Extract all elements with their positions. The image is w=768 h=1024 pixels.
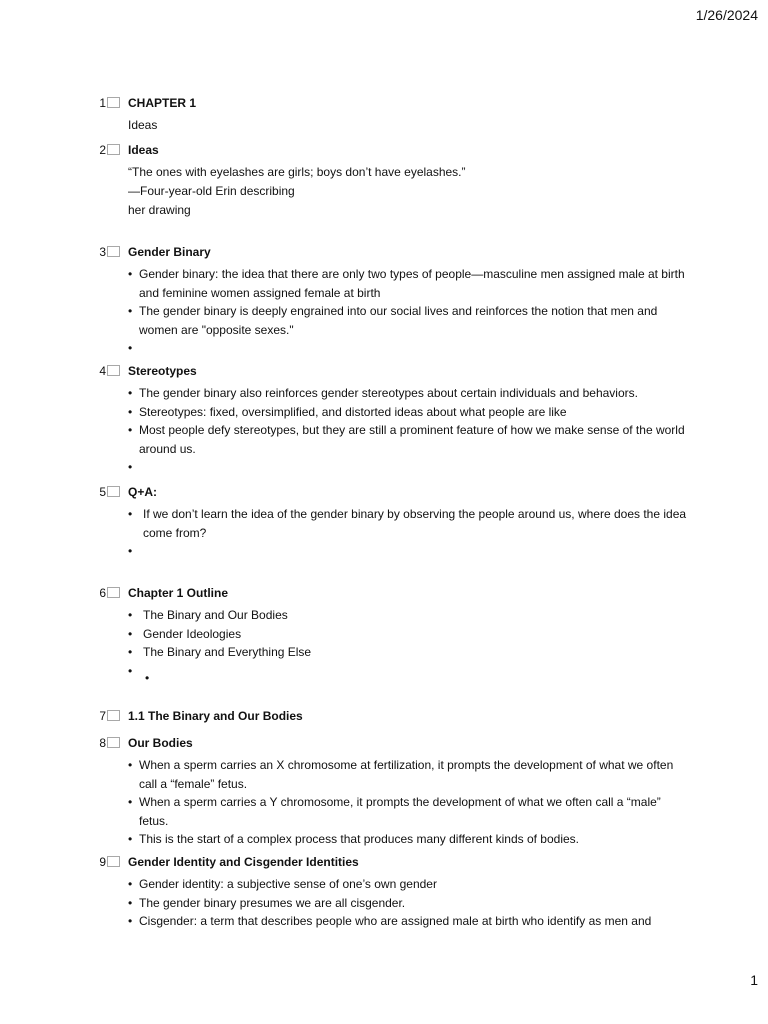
- slide-notes: [128, 116, 688, 135]
- bullet-item: • The gender binary also reinforces gender stereotypes about certain individuals and behaviors.: [128, 384, 688, 403]
- bullet-item-empty: [128, 662, 688, 681]
- slide-notes: [128, 756, 688, 849]
- slide-checkbox[interactable]: [107, 97, 120, 108]
- bullet-item: • If we don’t learn the idea of the gender binary by observing the people around us, where does the idea come from?: [128, 505, 688, 542]
- slide-checkbox[interactable]: [107, 856, 120, 867]
- bullet-item: • Most people defy stereotypes, but they are still a prominent feature of how we make sense of the world around us.: [128, 421, 688, 458]
- bullet-item: • When a sperm carries an X chromosome at fertilization, it prompts the development of what we often call a “female” fetus.: [128, 756, 688, 793]
- bullet-item-empty: [128, 339, 688, 358]
- bullet-item: • Gender identity: a subjective sense of one’s own gender: [128, 875, 688, 894]
- bullet-item: • This is the start of a complex process that produces many different kinds of bodies.: [128, 830, 688, 849]
- bullet-item: • The Binary and Everything Else: [128, 643, 688, 662]
- slide-notes: [128, 384, 688, 477]
- slide-checkbox[interactable]: [107, 144, 120, 155]
- slide-number: 7: [99, 709, 106, 723]
- slide-notes: [128, 875, 688, 931]
- slide-title: Gender Identity and Cisgender Identities: [128, 855, 359, 869]
- bullet-item: • The gender binary presumes we are all cisgender.: [128, 894, 688, 913]
- slide-title: Our Bodies: [128, 736, 193, 750]
- bullet-item: • When a sperm carries a Y chromosome, it prompts the development of what we often call a “male” fetus.: [128, 793, 688, 830]
- slide-notes: [128, 265, 688, 358]
- slide-checkbox[interactable]: [107, 737, 120, 748]
- slide-notes: [128, 163, 688, 220]
- slide-title: 1.1 The Binary and Our Bodies: [128, 709, 303, 723]
- sub-bullet-empty: •: [145, 671, 150, 685]
- quote-line: “The ones with eyelashes are girls; boys don’t have eyelashes.”: [128, 165, 466, 179]
- slide-notes: [128, 606, 688, 680]
- slide-checkbox[interactable]: [107, 587, 120, 598]
- bullet-item: • The gender binary is deeply engrained into our social lives and reinforces the notion that men and women are "opposite sexes.": [128, 302, 688, 339]
- slide-checkbox[interactable]: [107, 246, 120, 257]
- slide-title: Gender Binary: [128, 245, 211, 259]
- slide-title: Stereotypes: [128, 364, 197, 378]
- slide-number: 1: [99, 96, 106, 110]
- slide-checkbox[interactable]: [107, 486, 120, 497]
- print-date: 1/26/2024: [695, 7, 758, 23]
- bullet-item: • Stereotypes: fixed, oversimplified, and distorted ideas about what people are like: [128, 403, 688, 422]
- bullet-item: • Gender binary: the idea that there are only two types of people—masculine men assigned male at birth and feminine women assigned female at birth: [128, 265, 688, 302]
- slide-number: 8: [99, 736, 106, 750]
- slide-checkbox[interactable]: [107, 710, 120, 721]
- slide-checkbox[interactable]: [107, 365, 120, 376]
- slide-number: 2: [99, 143, 106, 157]
- slide-number: 3: [99, 245, 106, 259]
- quote-attribution: —Four-year-old Erin describing: [128, 184, 295, 198]
- bullet-item: • Gender Ideologies: [128, 625, 688, 644]
- slide-number: 6: [99, 586, 106, 600]
- slide-title: CHAPTER 1: [128, 96, 197, 110]
- slide-title: Ideas: [128, 143, 159, 157]
- slide-title: Chapter 1 Outline: [128, 586, 229, 600]
- slide-number: 4: [99, 364, 106, 378]
- bullet-item-empty: [128, 542, 688, 561]
- note-line: Ideas: [128, 118, 158, 132]
- slide-title: Q+A:: [128, 485, 158, 499]
- quote-attribution: her drawing: [128, 203, 191, 217]
- slide-number: 5: [99, 485, 106, 499]
- bullet-item: • The Binary and Our Bodies: [128, 606, 688, 625]
- bullet-item-empty: [128, 458, 688, 477]
- bullet-item: • Cisgender: a term that describes people who are assigned male at birth who identify as men and: [128, 912, 688, 931]
- slide-notes: [128, 505, 688, 561]
- page-number: 1: [750, 972, 758, 988]
- slide-number: 9: [99, 855, 106, 869]
